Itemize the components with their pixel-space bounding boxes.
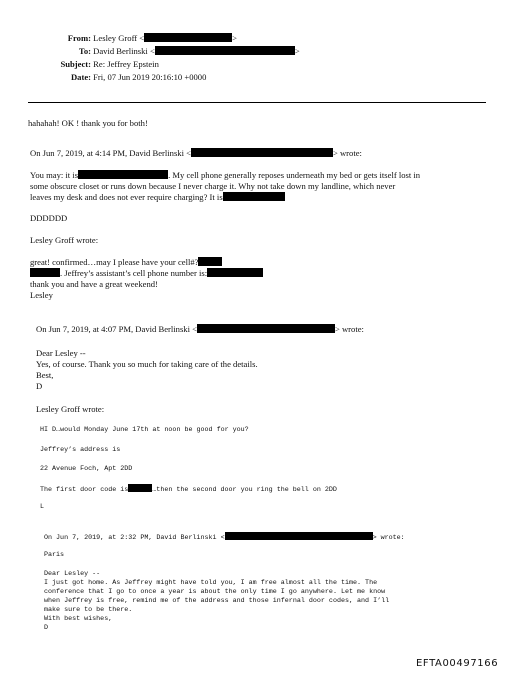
quote2-author: Lesley Groff wrote: (36, 404, 105, 414)
quote1-line1a: You may: it is (30, 170, 79, 180)
redaction-box (155, 46, 295, 55)
quote3-line7: With best wishes, (44, 615, 113, 623)
quote2-line4: D (36, 381, 43, 391)
mono-line4a: The first door code is (40, 486, 129, 494)
quote1-author: Lesley Groff wrote: (30, 235, 99, 245)
quote3-line8: D (44, 624, 49, 632)
quote2-header-end: > wrote: (334, 324, 364, 334)
redaction-box (30, 268, 60, 277)
quote1-msg2 (30, 268, 263, 278)
from-label: From: (67, 33, 91, 43)
from-suffix: > (232, 33, 237, 43)
quote2-header-text: On Jun 7, 2019, at 4:07 PM, David Berlinski < (36, 324, 197, 334)
redaction-box (198, 257, 222, 266)
quote3-line1: Paris (44, 551, 65, 559)
quote1-msg3: thank you and have a great weekend! (30, 279, 158, 289)
document-id: EFTA00497166 (416, 658, 499, 669)
quote2-line1: Dear Lesley -- (36, 348, 86, 358)
quote1-header-text: On Jun 7, 2019, at 4:14 PM, David Berlinski < (30, 148, 191, 158)
quote2-line2: Yes, of course. Thank you so much for taking care of the details. (36, 359, 258, 369)
mono-line3: 22 Avenue Foch, Apt 2DD (40, 465, 133, 473)
redaction-box (78, 170, 168, 179)
from-row (30, 33, 237, 43)
date-label: Date: (70, 72, 91, 82)
redaction-box (197, 324, 335, 333)
quote2-line3: Best, (36, 370, 54, 380)
subject-row (30, 59, 159, 69)
quote1-msg1 (30, 257, 222, 267)
redaction-box (207, 268, 263, 277)
quote1-msg1-text: great! confirmed…may I please have your cell#? (30, 257, 199, 267)
mono-line5: L (40, 503, 45, 511)
reply-text: hahahah! OK ! thank you for both! (28, 118, 148, 128)
subject-label: Subject: (60, 59, 91, 69)
to-value: David Berlinski < (93, 46, 155, 56)
to-suffix: > (294, 46, 300, 56)
quote1-msg4: Lesley (30, 290, 53, 300)
quote1-line3 (30, 192, 285, 202)
quote2-header (36, 324, 364, 334)
quote3-header-end: > wrote: (372, 534, 405, 542)
quote1-signoff: DDDDDD (30, 213, 68, 223)
mono-line4 (40, 484, 337, 496)
quote1-header (30, 148, 362, 158)
redaction-box (144, 33, 232, 42)
quote3-line3: I just got home. As Jeffrey might have told you, I am free almost all the time. The (44, 579, 378, 587)
subject-value: Re: Jeffrey Epstein (93, 59, 159, 69)
quote3-line2: Dear Lesley -- (44, 570, 101, 578)
quote3-header-text: On Jun 7, 2019, at 2:32 PM, David Berlinski < (44, 534, 225, 542)
date-row (30, 72, 206, 82)
from-value: Lesley Groff < (93, 33, 145, 43)
mono-line4b: …then the second door you ring the bell on 2DD (152, 486, 337, 494)
redaction-box (128, 484, 152, 492)
to-label: To: (78, 46, 91, 56)
to-row (30, 46, 300, 56)
quote1-line1 (30, 170, 420, 180)
quote1-msg2-text: . Jeffrey’s assistant’s cell phone number is: (60, 268, 208, 278)
redaction-box (191, 148, 333, 157)
quote3-line6: make sure to be there. (44, 606, 133, 614)
mono-line2: Jeffrey’s address is (40, 446, 121, 454)
quote1-line3a: leaves my desk and does not ever require charging? It is (30, 192, 223, 202)
quote3-line4: conference that I go to once a year is about the only time I go anywhere. Let me know (44, 588, 386, 596)
quote1-line1b: . My cell phone generally reposes underneath my bed or gets itself lost in (168, 170, 421, 180)
mono-line1: HI D…would Monday June 17th at noon be good for you? (40, 426, 249, 434)
quote3-header (44, 532, 405, 544)
quote1-line2: some obscure closet or runs down because I never charge it. Why not take down my landline, which never (30, 181, 396, 191)
redaction-box (223, 192, 285, 201)
redaction-box (225, 532, 373, 540)
date-value: Fri, 07 Jun 2019 20:16:10 +0000 (93, 72, 207, 82)
quote1-header-end: > wrote: (332, 148, 362, 158)
header-divider (28, 102, 486, 103)
quote3-line5: when Jeffrey is free, remind me of the address and those infernal door codes, and I’ll (44, 597, 390, 605)
